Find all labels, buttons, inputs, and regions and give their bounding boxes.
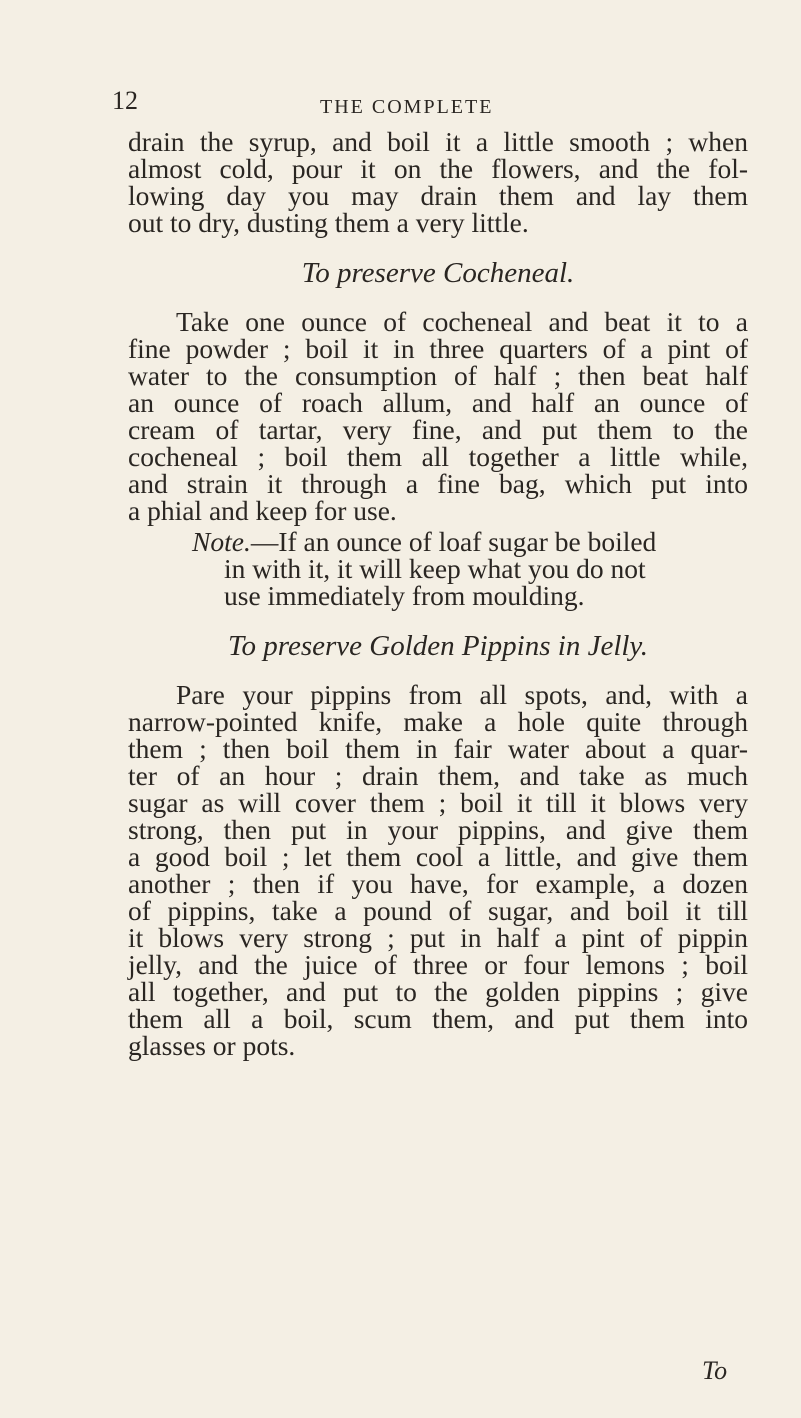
text-line: Take one ounce of cocheneal and beat it to a xyxy=(176,306,748,337)
text-block xyxy=(128,128,748,1059)
text-line: another ; then if you have, for example, a dozen xyxy=(128,868,748,899)
catchword: To xyxy=(702,1356,728,1385)
text-line: cream of tartar, very fine, and put them to the xyxy=(128,414,748,445)
text-line: drain the syrup, and boil it a little smooth ; when xyxy=(128,126,748,157)
text-line: strong, then put in your pippins, and give them xyxy=(128,814,748,845)
text-line: out to dry, dusting them a very little. xyxy=(128,207,529,238)
text-line: them all a boil, scum them, and put them into xyxy=(128,1003,748,1034)
section-heading: To preserve Golden Pippins in Jelly. xyxy=(228,630,648,662)
text-line: use immediately from moulding. xyxy=(224,580,585,611)
text-line: and strain it through a fine bag, which put into xyxy=(128,468,748,499)
paragraph-intro xyxy=(128,128,748,236)
paragraph-cocheneal xyxy=(128,308,748,524)
text-line: Pare your pippins from all spots, and, with a xyxy=(176,679,748,710)
text-line: water to the consumption of half ; then beat half xyxy=(128,360,748,391)
text-line: in with it, it will keep what you do not xyxy=(224,553,646,584)
note-text: —If an ounce of loaf sugar be boiled xyxy=(250,526,657,557)
note-paragraph xyxy=(128,528,748,609)
text-line: an ounce of roach allum, and half an ounce of xyxy=(128,387,748,418)
text-line: all together, and put to the golden pippins ; give xyxy=(128,976,748,1007)
text-line: lowing day you may drain them and lay them xyxy=(128,180,748,211)
note-label: Note. xyxy=(192,526,251,557)
text-line: it blows very strong ; put in half a pint of pippin xyxy=(128,922,748,953)
text-line: them ; then boil them in fair water about a quar- xyxy=(128,733,748,764)
text-line: cocheneal ; boil them all together a little while, xyxy=(128,441,748,472)
text-line: jelly, and the juice of three or four lemons ; boil xyxy=(128,949,748,980)
section-heading: To preserve Cocheneal. xyxy=(301,257,575,289)
text-line: a phial and keep for use. xyxy=(128,495,397,526)
text-line: narrow-pointed knife, make a hole quite through xyxy=(128,706,748,737)
page-number: 12 xyxy=(112,86,138,115)
text-line: ter of an hour ; drain them, and take as much xyxy=(128,760,748,791)
running-head: THE COMPLETE xyxy=(320,96,494,118)
note-first-line xyxy=(128,528,748,555)
text-line: a good boil ; let them cool a little, and give them xyxy=(128,841,748,872)
text-line: sugar as will cover them ; boil it till it blows very xyxy=(128,787,748,818)
text-line: glasses or pots. xyxy=(128,1030,296,1061)
text-line: of pippins, take a pound of sugar, and boil it till xyxy=(128,895,748,926)
text-line: fine powder ; boil it in three quarters of a pint of xyxy=(128,333,748,364)
paragraph-pippins xyxy=(128,681,748,1059)
text-line: almost cold, pour it on the flowers, and the fol- xyxy=(128,153,748,184)
